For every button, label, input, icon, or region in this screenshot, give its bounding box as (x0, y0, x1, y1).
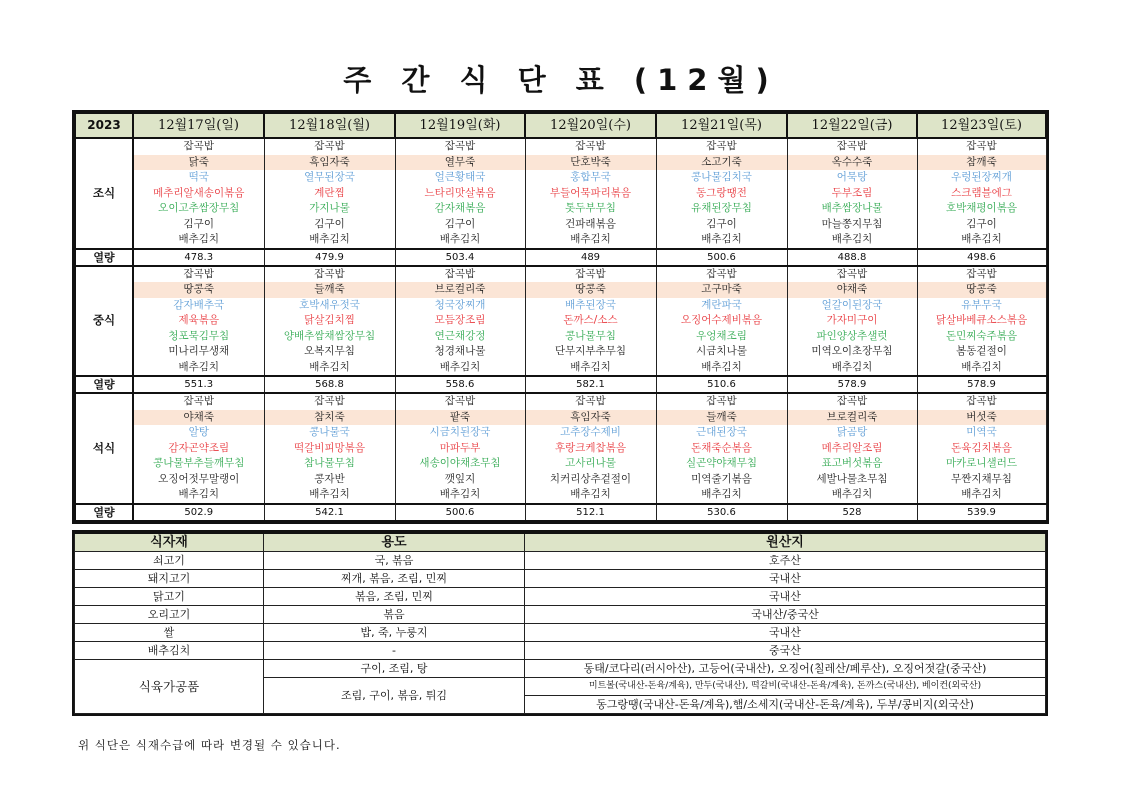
menu-item: 시금치나물 (656, 344, 787, 360)
dinner-label: 석식 (75, 393, 133, 504)
page-title: 주 간 식 단 표 (12월) (343, 63, 779, 97)
menu-item: 콩나물부추들깨무침 (133, 456, 264, 472)
menu-item: 배추김치 (264, 487, 395, 504)
source-cell: 호주산 (525, 552, 1046, 570)
calorie-value: 568.8 (264, 376, 395, 393)
menu-item: 고추장수제비 (525, 425, 656, 441)
menu-item: 감자배추국 (133, 298, 264, 314)
menu-item: 김구이 (133, 217, 264, 233)
menu-item: 배추김치 (525, 487, 656, 504)
menu-item: 잡곡밥 (787, 393, 917, 410)
menu-item: 잡곡밥 (787, 138, 917, 155)
menu-item: 제육볶음 (133, 313, 264, 329)
menu-item: 땅콩죽 (917, 282, 1046, 298)
menu-item: 잡곡밥 (525, 266, 656, 283)
lunch-row (75, 344, 1046, 360)
source-cell: 국내산 (525, 588, 1046, 606)
menu-item: 우렁된장찌개 (917, 170, 1046, 186)
day-header: 12월23일(토) (917, 113, 1046, 138)
breakfast-calorie-row (75, 249, 1046, 266)
menu-item: 건파래볶음 (525, 217, 656, 233)
menu-item: 감자곤약조림 (133, 441, 264, 457)
year-cell: 2023 (75, 113, 133, 138)
menu-item: 배추김치 (395, 232, 525, 249)
lunch-label: 중식 (75, 266, 133, 377)
calorie-value: 551.3 (133, 376, 264, 393)
calorie-value: 582.1 (525, 376, 656, 393)
use-cell: - (264, 642, 525, 660)
menu-item: 배추쌈장나물 (787, 201, 917, 217)
menu-item: 어묵탕 (787, 170, 917, 186)
menu-item: 가자미구이 (787, 313, 917, 329)
menu-item: 닭살바베큐소스볶음 (917, 313, 1046, 329)
menu-item: 미나리무생채 (133, 344, 264, 360)
menu-item: 야채죽 (133, 410, 264, 426)
day-header: 12월22일(금) (787, 113, 917, 138)
weekly-menu-table (74, 112, 1047, 522)
menu-item: 김구이 (264, 217, 395, 233)
menu-item: 마파두부 (395, 441, 525, 457)
calorie-value: 478.3 (133, 249, 264, 266)
dinner-row (75, 410, 1046, 426)
menu-item: 배추김치 (917, 360, 1046, 377)
menu-item: 청국장찌개 (395, 298, 525, 314)
calorie-label: 열량 (75, 504, 133, 521)
menu-item: 배추김치 (787, 232, 917, 249)
use-cell: 밥, 죽, 누룽지 (264, 624, 525, 642)
dinner-row (75, 456, 1046, 472)
dinner-row (75, 487, 1046, 504)
menu-item: 깻잎지 (395, 472, 525, 488)
menu-item: 들깨죽 (264, 282, 395, 298)
menu-item: 배추김치 (525, 232, 656, 249)
ingredient-cell: 배추김치 (75, 642, 264, 660)
menu-item: 호박채평이볶음 (917, 201, 1046, 217)
menu-item: 잡곡밥 (264, 266, 395, 283)
lunch-calorie-row (75, 376, 1046, 393)
source-cell: 중국산 (525, 642, 1046, 660)
menu-item: 알탕 (133, 425, 264, 441)
breakfast-row (75, 155, 1046, 171)
menu-item: 흑임자죽 (264, 155, 395, 171)
use-cell: 찌개, 볶음, 조림, 민찌 (264, 570, 525, 588)
menu-item: 돈채죽순볶음 (656, 441, 787, 457)
menu-item: 양배추쌈채쌈장무침 (264, 329, 395, 345)
menu-item: 배추김치 (133, 232, 264, 249)
menu-item: 브로컬리죽 (395, 282, 525, 298)
menu-item: 참나물무침 (264, 456, 395, 472)
menu-item: 마카로니샐러드 (917, 456, 1046, 472)
menu-item: 미역오이초장무침 (787, 344, 917, 360)
calorie-value: 489 (525, 249, 656, 266)
menu-item: 오징어수제비볶음 (656, 313, 787, 329)
menu-item: 잡곡밥 (525, 138, 656, 155)
origin-row (75, 606, 1046, 624)
origin-row (75, 570, 1046, 588)
origin-header: 식자재 (75, 533, 264, 552)
origin-header: 원산지 (525, 533, 1046, 552)
source-cell: 국내산 (525, 624, 1046, 642)
calorie-value: 558.6 (395, 376, 525, 393)
dinner-row (75, 472, 1046, 488)
menu-item: 계란파국 (656, 298, 787, 314)
menu-item: 버섯죽 (917, 410, 1046, 426)
menu-item: 배추김치 (395, 487, 525, 504)
menu-item: 잡곡밥 (395, 138, 525, 155)
menu-item: 가지나물 (264, 201, 395, 217)
origin-row (75, 660, 1046, 678)
ingredient-cell: 돼지고기 (75, 570, 264, 588)
menu-item: 호박새우젓국 (264, 298, 395, 314)
menu-item: 잡곡밥 (264, 138, 395, 155)
day-header: 12월21일(목) (656, 113, 787, 138)
menu-item: 메추리알조림 (787, 441, 917, 457)
menu-item: 브로컬리죽 (787, 410, 917, 426)
menu-item: 돈육김치볶음 (917, 441, 1046, 457)
menu-item: 고구마죽 (656, 282, 787, 298)
menu-item: 잡곡밥 (656, 138, 787, 155)
menu-item: 유부무국 (917, 298, 1046, 314)
menu-item: 야채죽 (787, 282, 917, 298)
lunch-row (75, 298, 1046, 314)
menu-item: 배추김치 (395, 360, 525, 377)
menu-item: 배추김치 (133, 487, 264, 504)
menu-item: 오이고추쌈장무침 (133, 201, 264, 217)
menu-item: 얼갈이된장국 (787, 298, 917, 314)
menu-item: 새송이야채초무침 (395, 456, 525, 472)
lunch-row (75, 329, 1046, 345)
lunch-row (75, 360, 1046, 377)
calorie-value: 500.6 (395, 504, 525, 521)
menu-item: 동그랑땡전 (656, 186, 787, 202)
menu-item: 김구이 (917, 217, 1046, 233)
menu-item: 잡곡밥 (525, 393, 656, 410)
menu-item: 청포묵김무침 (133, 329, 264, 345)
menu-item: 배추김치 (917, 232, 1046, 249)
calorie-value: 528 (787, 504, 917, 521)
menu-item: 콩나물무침 (525, 329, 656, 345)
menu-item: 무짠지채무침 (917, 472, 1046, 488)
menu-item: 오복지무침 (264, 344, 395, 360)
dinner-row (75, 425, 1046, 441)
menu-item: 배추김치 (656, 487, 787, 504)
source-cell: 국내산/중국산 (525, 606, 1046, 624)
menu-item: 옥수수죽 (787, 155, 917, 171)
menu-item: 배추김치 (656, 232, 787, 249)
menu-item: 연근채강정 (395, 329, 525, 345)
menu-item: 돈민찌숙주볶음 (917, 329, 1046, 345)
dinner-row (75, 441, 1046, 457)
menu-item: 잡곡밥 (787, 266, 917, 283)
footnote: 위 식단은 식재수급에 따라 변경될 수 있습니다. (78, 738, 341, 752)
calorie-value: 502.9 (133, 504, 264, 521)
calorie-label: 열량 (75, 376, 133, 393)
menu-item: 소고기죽 (656, 155, 787, 171)
calorie-value: 542.1 (264, 504, 395, 521)
menu-item: 김구이 (395, 217, 525, 233)
menu-item: 잡곡밥 (133, 138, 264, 155)
day-header: 12월17일(일) (133, 113, 264, 138)
ingredient-cell: 쇠고기 (75, 552, 264, 570)
use-cell: 볶음, 조림, 민찌 (264, 588, 525, 606)
menu-item: 콩나물국 (264, 425, 395, 441)
menu-item: 잡곡밥 (395, 266, 525, 283)
menu-item: 모듬장조림 (395, 313, 525, 329)
menu-item: 톳두부무침 (525, 201, 656, 217)
menu-item: 느타리맛살볶음 (395, 186, 525, 202)
menu-item: 잡곡밥 (656, 393, 787, 410)
dinner-row (75, 393, 1046, 410)
menu-item: 미역국 (917, 425, 1046, 441)
menu-item: 잡곡밥 (917, 393, 1046, 410)
source-cell: 국내산 (525, 570, 1046, 588)
menu-item: 흑임자죽 (525, 410, 656, 426)
lunch-row (75, 313, 1046, 329)
menu-item: 홍합무국 (525, 170, 656, 186)
breakfast-row (75, 138, 1046, 155)
menu-item: 김구이 (656, 217, 787, 233)
menu-item: 열무죽 (395, 155, 525, 171)
menu-item: 잡곡밥 (133, 393, 264, 410)
day-header: 12월18일(월) (264, 113, 395, 138)
breakfast-row (75, 201, 1046, 217)
menu-item: 잡곡밥 (133, 266, 264, 283)
breakfast-row (75, 232, 1046, 249)
menu-item: 메추리알새송이볶음 (133, 186, 264, 202)
origin-row (75, 588, 1046, 606)
menu-item: 돈까스/소스 (525, 313, 656, 329)
date-header-row (75, 113, 1046, 138)
menu-item: 우엉채조림 (656, 329, 787, 345)
menu-item: 닭곰탕 (787, 425, 917, 441)
ingredient-cell: 식육가공품 (75, 660, 264, 714)
menu-item: 배추김치 (787, 487, 917, 504)
use-cell: 조림, 구이, 볶음, 튀김 (264, 678, 525, 714)
source-cell: 미트볼(국내산-돈육/계육), 만두(국내산), 떡갈비(국내산-돈육/계육), 돈까스(국내산), 베이컨(외국산) (525, 678, 1046, 696)
menu-item: 부들어묵파리볶음 (525, 186, 656, 202)
use-cell: 볶음 (264, 606, 525, 624)
menu-item: 들깨죽 (656, 410, 787, 426)
source-cell: 동태/코다리(러시아산), 고등어(국내산), 오징어(칠레산/페루산), 오징어젓갈(중국산) (525, 660, 1046, 678)
use-cell: 구이, 조림, 탕 (264, 660, 525, 678)
menu-item: 콩자반 (264, 472, 395, 488)
menu-item: 봄동겉절이 (917, 344, 1046, 360)
menu-item: 마늘쫑지무침 (787, 217, 917, 233)
origin-header: 용도 (264, 533, 525, 552)
menu-item: 감자채볶음 (395, 201, 525, 217)
menu-item: 땅콩죽 (525, 282, 656, 298)
origin-header-row (75, 533, 1046, 552)
menu-item: 미역줄기볶음 (656, 472, 787, 488)
breakfast-label: 조식 (75, 138, 133, 249)
menu-item: 치커리상추겉절이 (525, 472, 656, 488)
menu-item: 시금치된장국 (395, 425, 525, 441)
menu-item: 팥죽 (395, 410, 525, 426)
menu-item: 잡곡밥 (917, 138, 1046, 155)
calorie-value: 500.6 (656, 249, 787, 266)
menu-item: 떡갈비피망볶음 (264, 441, 395, 457)
calorie-value: 530.6 (656, 504, 787, 521)
calorie-value: 503.4 (395, 249, 525, 266)
dinner-calorie-row (75, 504, 1046, 521)
menu-item: 배추된장국 (525, 298, 656, 314)
lunch-row (75, 282, 1046, 298)
menu-item: 배추김치 (264, 232, 395, 249)
menu-item: 근대된장국 (656, 425, 787, 441)
menu-item: 단무지부추무침 (525, 344, 656, 360)
menu-item: 떡국 (133, 170, 264, 186)
calorie-value: 479.9 (264, 249, 395, 266)
menu-item: 참치죽 (264, 410, 395, 426)
calorie-value: 510.6 (656, 376, 787, 393)
menu-item: 실곤약야채무침 (656, 456, 787, 472)
breakfast-row (75, 217, 1046, 233)
calorie-value: 512.1 (525, 504, 656, 521)
menu-item: 파인양상추샐럿 (787, 329, 917, 345)
menu-item: 청경채나물 (395, 344, 525, 360)
origin-table (74, 532, 1046, 714)
menu-item: 고사리나물 (525, 456, 656, 472)
calorie-value: 578.9 (917, 376, 1046, 393)
menu-item: 후랑크케찹볶음 (525, 441, 656, 457)
menu-item: 닭죽 (133, 155, 264, 171)
menu-item: 두부조림 (787, 186, 917, 202)
menu-item: 배추김치 (133, 360, 264, 377)
breakfast-row (75, 170, 1046, 186)
ingredient-cell: 쌀 (75, 624, 264, 642)
menu-item: 배추김치 (787, 360, 917, 377)
calorie-value: 488.8 (787, 249, 917, 266)
menu-item: 세발나물초무침 (787, 472, 917, 488)
menu-item: 표고버섯볶음 (787, 456, 917, 472)
menu-item: 배추김치 (656, 360, 787, 377)
breakfast-row (75, 186, 1046, 202)
menu-item: 스크램블에그 (917, 186, 1046, 202)
menu-item: 닭살김치찜 (264, 313, 395, 329)
source-cell: 동그랑땡(국내산-돈육/계육),햄/소세지(국내산-돈육/계육), 두부/콩비지(외국산) (525, 696, 1046, 714)
menu-item: 열무된장국 (264, 170, 395, 186)
day-header: 12월19일(화) (395, 113, 525, 138)
menu-item: 잡곡밥 (656, 266, 787, 283)
ingredient-cell: 오리고기 (75, 606, 264, 624)
origin-row (75, 552, 1046, 570)
calorie-value: 578.9 (787, 376, 917, 393)
menu-item: 배추김치 (917, 487, 1046, 504)
menu-item: 오징어젓무말랭이 (133, 472, 264, 488)
menu-item: 유채된장무침 (656, 201, 787, 217)
menu-item: 배추김치 (525, 360, 656, 377)
calorie-value: 539.9 (917, 504, 1046, 521)
menu-item: 얼큰황태국 (395, 170, 525, 186)
use-cell: 국, 볶음 (264, 552, 525, 570)
menu-item: 배추김치 (264, 360, 395, 377)
menu-item: 땅콩죽 (133, 282, 264, 298)
ingredient-cell: 닭고기 (75, 588, 264, 606)
menu-item: 잡곡밥 (395, 393, 525, 410)
menu-item: 콩나물김치국 (656, 170, 787, 186)
calorie-value: 498.6 (917, 249, 1046, 266)
lunch-row (75, 266, 1046, 283)
menu-item: 계란찜 (264, 186, 395, 202)
menu-item: 잡곡밥 (917, 266, 1046, 283)
origin-row (75, 642, 1046, 660)
menu-item: 참깨죽 (917, 155, 1046, 171)
menu-item: 단호박죽 (525, 155, 656, 171)
calorie-label: 열량 (75, 249, 133, 266)
day-header: 12월20일(수) (525, 113, 656, 138)
menu-item: 잡곡밥 (264, 393, 395, 410)
origin-row (75, 624, 1046, 642)
